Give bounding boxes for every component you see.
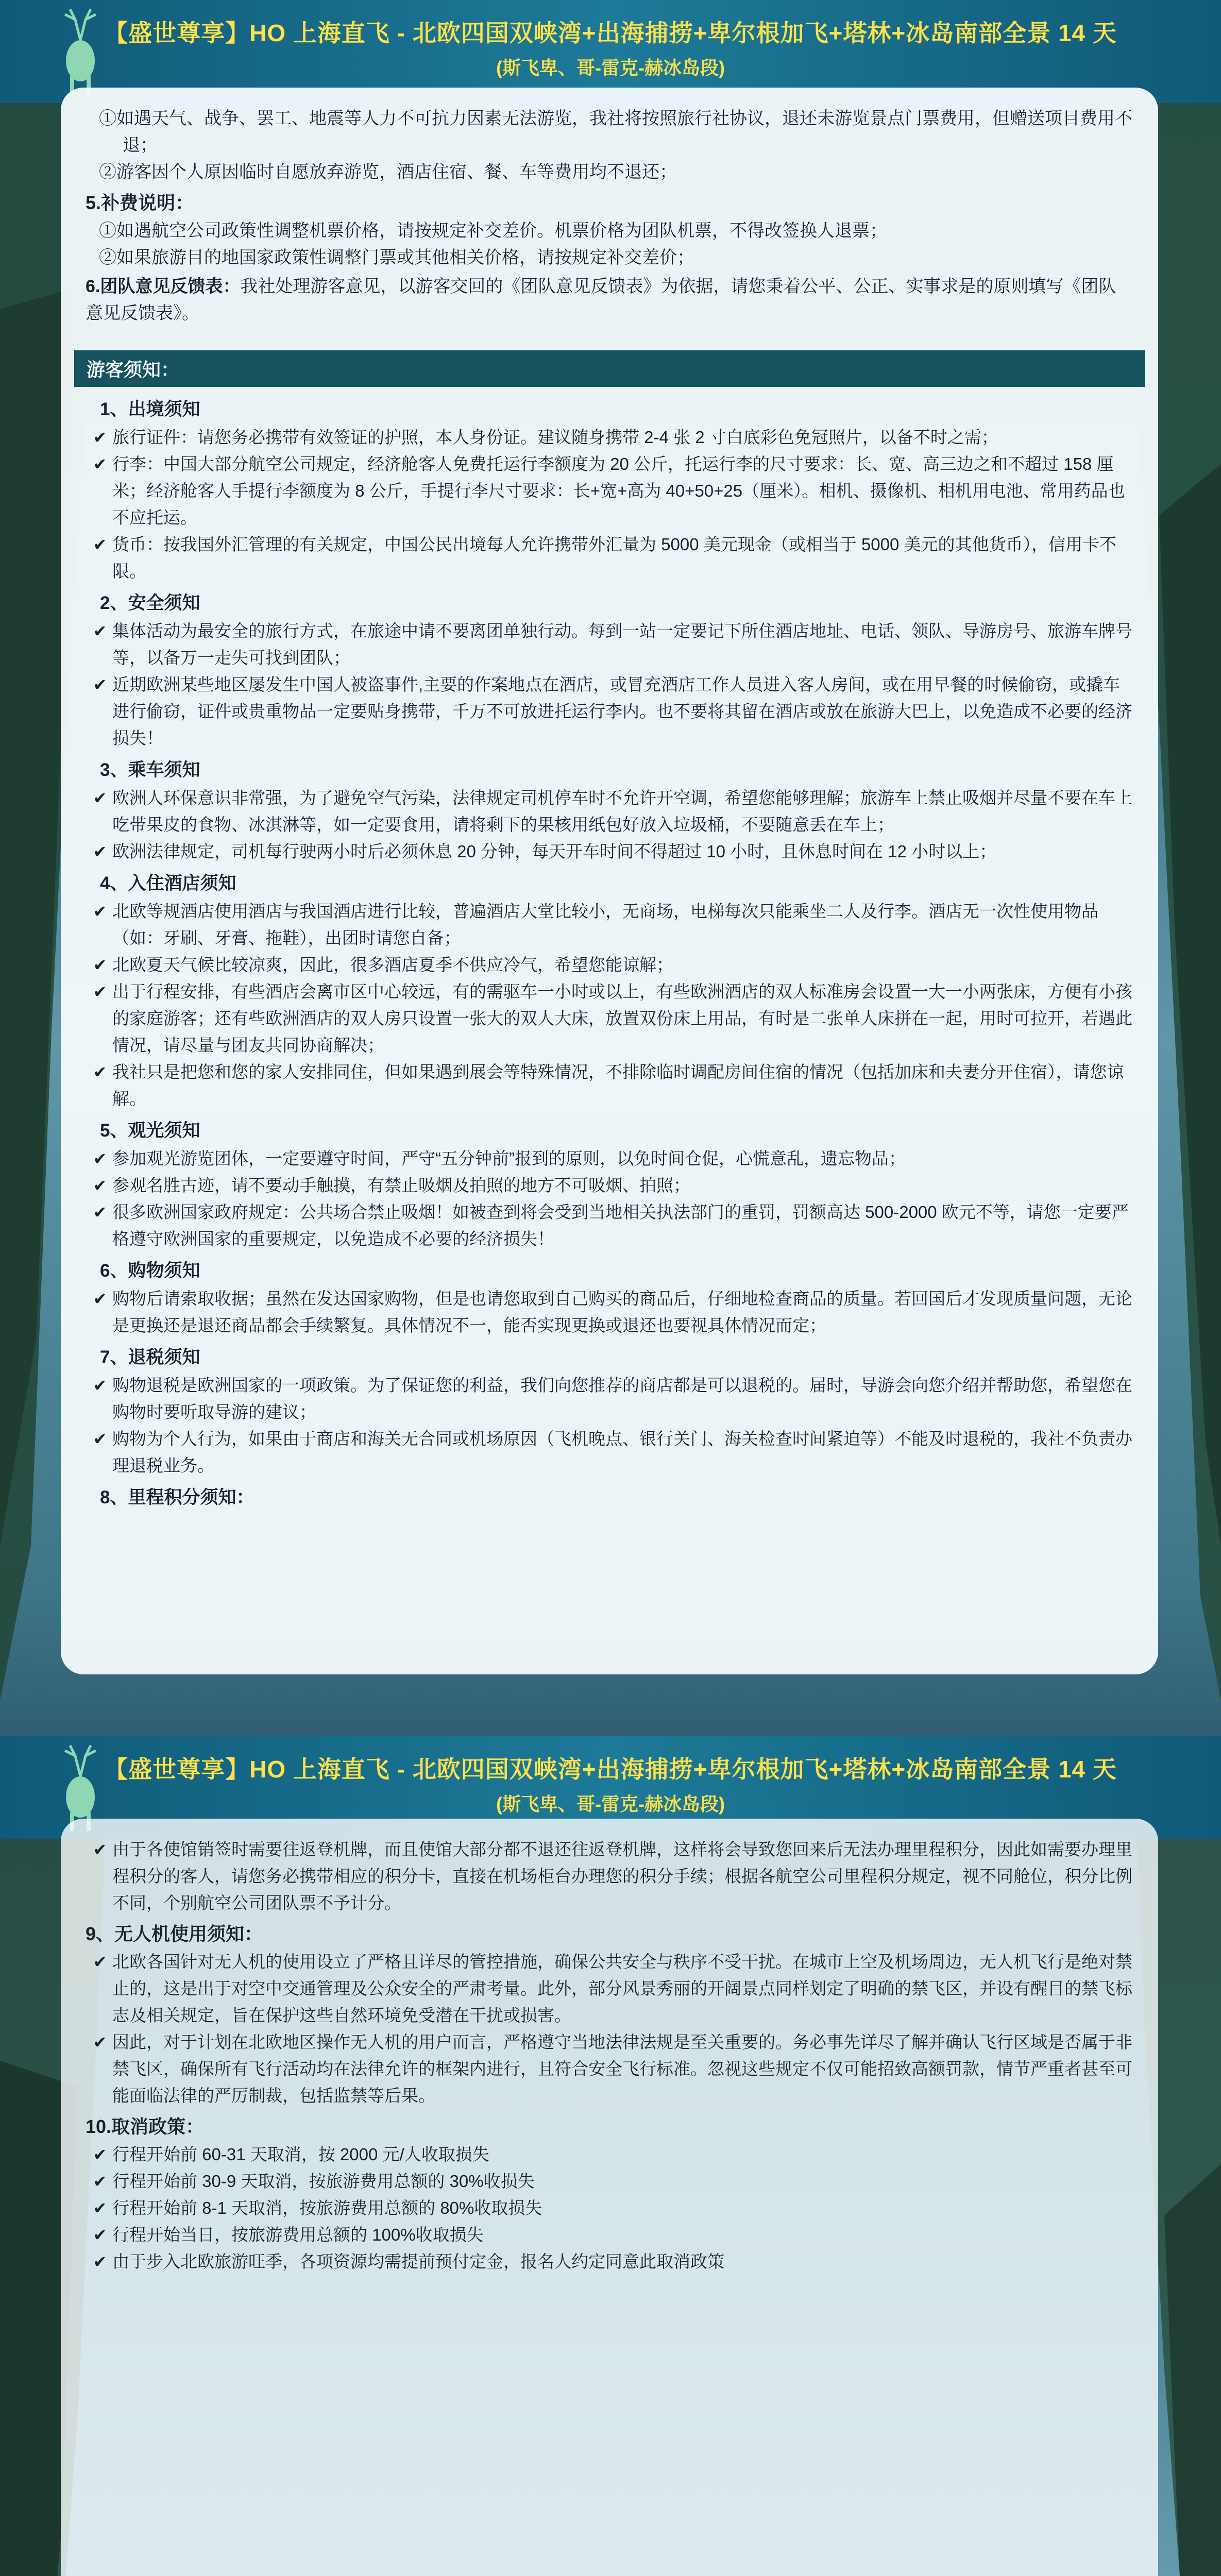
list-item bbox=[86, 618, 1133, 671]
list-item bbox=[86, 898, 1133, 952]
check-icon: ✔ bbox=[93, 1953, 107, 1971]
list-item bbox=[86, 1285, 1133, 1339]
check-icon: ✔ bbox=[93, 982, 107, 1001]
check-icon: ✔ bbox=[93, 1176, 107, 1195]
list-item-text: 集体活动为最安全的旅行方式，在旅途中请不要离团单独行动。每到一站一定要记下所住酒店地址、电话、领队、导游房号、旅游车牌号等，以备万一走失可找到团队； bbox=[112, 621, 1132, 667]
check-icon: ✔ bbox=[93, 1063, 107, 1081]
section-title: 6、购物须知 bbox=[100, 1261, 200, 1281]
check-icon: ✔ bbox=[93, 2199, 107, 2217]
text-line: ①如遇航空公司政策性调整机票价格，请按规定补交差价。机票价格为团队机票，不得改签换人退票； bbox=[99, 221, 887, 241]
list-item bbox=[86, 2168, 1133, 2195]
check-icon: ✔ bbox=[93, 675, 107, 694]
text-line: ②游客因个人原因临时自愿放弃游览，酒店住宿、餐、车等费用均不退还； bbox=[99, 162, 677, 182]
section-title: 7、退税须知 bbox=[100, 1347, 200, 1367]
feedback-text: 我社处理游客意见，以游客交回的《团队意见反馈表》为依据，请您秉着公平、公正、实事求是的原则填写《团队意见反馈表》。 bbox=[86, 277, 1116, 323]
check-icon: ✔ bbox=[93, 1290, 107, 1308]
check-icon: ✔ bbox=[93, 789, 107, 807]
list-item bbox=[86, 671, 1133, 752]
list-item bbox=[86, 978, 1133, 1059]
feedback-paragraph bbox=[86, 273, 1133, 327]
list-item-text: 货币：按我国外汇管理的有关规定，中国公民出境每人允许携带外汇量为 5000 美元现金（或相当于 5000 美元的其他货币），信用卡不限。 bbox=[112, 535, 1116, 581]
list-item-text: 行李：中国大部分航空公司规定，经济舱客人免费托运行李额度为 20 公斤，托运行李的尺寸要求：长、宽、高三边之和不超过 158 厘米；经济舱客人手提行李额度为 8 公斤，手提行李尺寸要求：长+宽+高为 40+50+25（厘米）。相机、摄像机、相机用电池、常用药品也不应托运。 bbox=[112, 454, 1125, 527]
check-icon: ✔ bbox=[93, 2172, 107, 2191]
list-item-text: 行程开始前 60-31 天取消，按 2000 元/人收取损失 bbox=[112, 2145, 489, 2164]
list-item-text: 我社只是把您和您的家人安排同住，但如果遇到展会等特殊情况，不排除临时调配房间住宿的情况（包括加床和夫妻分开住宿），请您谅解。 bbox=[112, 1062, 1124, 1108]
section-title: 3、乘车须知 bbox=[100, 760, 200, 780]
list-item-text: 行程开始前 30-9 天取消，按旅游费用总额的 30%收损失 bbox=[112, 2172, 535, 2191]
text-line: ①如遇天气、战争、罢工、地震等人力不可抗力因素无法游览，我社将按照旅行社协议，退还未游览景点门票费用，但赠送项目费用不退； bbox=[99, 109, 1132, 155]
list-item bbox=[86, 531, 1133, 585]
banner-subtitle: (斯飞卑、哥-雷克-赫冰岛段) bbox=[496, 57, 725, 78]
list-item bbox=[86, 424, 1133, 451]
list-item-text: 购物后请索取收据；虽然在发达国家购物，但是也请您取到自己购买的商品后，仔细地检查商品的质量。若回国后才发现质量问题，无论是更换还是退还商品都会手续繁复。具体情况不一，能否实现更换或退还也要视具体情况而定； bbox=[112, 1289, 1132, 1335]
list-item bbox=[86, 1836, 1133, 1917]
section-title: 9、无人机使用须知： bbox=[86, 1923, 263, 1944]
check-icon: ✔ bbox=[93, 1376, 107, 1395]
section-title: 1、出境须知 bbox=[100, 399, 200, 419]
check-icon: ✔ bbox=[93, 1840, 107, 1859]
list-item-text: 出于行程安排，有些酒店会离市区中心较远，有的需驱车一小时或以上，有些欧洲酒店的双人标准房会设置一大一小两张床，方便有小孩的家庭游客；还有些欧洲酒店的双人房只设置一张大的双人大床，放置双份床上用品，有时是二张单人床拼在一起，用时可拉开，若遇此情况，请尽量与团友共同协商解决； bbox=[112, 982, 1132, 1055]
check-icon: ✔ bbox=[93, 902, 107, 921]
list-item bbox=[86, 451, 1133, 531]
list-item bbox=[86, 952, 1133, 978]
list-item bbox=[86, 2222, 1133, 2248]
list-item-text: 北欧等规酒店使用酒店与我国酒店进行比较，普遍酒店大堂比较小，无商场，电梯每次只能乘坐二人及行李。酒店无一次性使用物品（如：牙刷、牙膏、拖鞋），出团时请您自备； bbox=[112, 902, 1098, 947]
check-icon: ✔ bbox=[93, 455, 107, 473]
list-item bbox=[86, 2141, 1133, 2168]
section-title: 10.取消政策： bbox=[86, 2116, 205, 2137]
check-icon: ✔ bbox=[93, 1430, 107, 1448]
list-item-text: 参观名胜古迹，请不要动手触摸，有禁止吸烟及拍照的地方不可吸烟、拍照； bbox=[112, 1176, 690, 1195]
list-item-text: 欧洲人环保意识非常强，为了避免空气污染，法律规定司机停车时不允许开空调，希望您能够理解；旅游车上禁止吸烟并尽量不要在车上吃带果皮的食物、冰淇淋等，如一定要食用，请将剩下的果核用纸包好放入垃圾桶，不要随意丢在车上； bbox=[112, 788, 1132, 834]
banner-title: 【盛世尊享】HO 上海直飞 - 北欧四国双峡湾+出海捕捞+卑尔根加飞+塔林+冰岛南部全景 14 天 bbox=[104, 20, 1117, 46]
list-item-text: 购物为个人行为，如果由于商店和海关无合同或机场原因（飞机晚点、银行关门、海关检查时间紧迫等）不能及时退税的，我社不负责办理退税业务。 bbox=[112, 1429, 1132, 1475]
list-item bbox=[86, 2248, 1133, 2275]
section-title: 8、里程积分须知： bbox=[100, 1487, 255, 1507]
list-item bbox=[86, 1145, 1133, 1172]
check-icon: ✔ bbox=[93, 428, 107, 447]
list-item-text: 参加观光游览团体，一定要遵守时间，严守“五分钟前”报到的原则，以免时间仓促，心慌意乱，遗忘物品； bbox=[112, 1149, 906, 1168]
feedback-label: 6.团队意见反馈表： bbox=[86, 277, 241, 296]
text-line: ②如果旅游目的地国家政策性调整门票或其他相关价格，请按规定补交差价； bbox=[99, 248, 694, 267]
check-icon: ✔ bbox=[93, 2145, 107, 2164]
page1-content-card bbox=[61, 88, 1158, 1674]
list-item bbox=[86, 838, 1133, 865]
list-item bbox=[86, 2195, 1133, 2222]
list-item bbox=[86, 1372, 1133, 1426]
page2-content-card bbox=[61, 1819, 1158, 2576]
check-icon: ✔ bbox=[93, 1149, 107, 1168]
check-icon: ✔ bbox=[93, 956, 107, 974]
list-item-text: 行程开始前 8-1 天取消，按旅游费用总额的 80%收取损失 bbox=[112, 2198, 542, 2217]
check-icon: ✔ bbox=[93, 2226, 107, 2244]
section-title: 2、安全须知 bbox=[100, 593, 200, 613]
list-item-text: 因此，对于计划在北欧地区操作无人机的用户而言，严格遵守当地法律法规是至关重要的。务必事先详尽了解并确认飞行区域是否属于非禁飞区，确保所有飞行活动均在法律允许的框架内进行，且符合安全飞行标准。忽视这些规定不仅可能招致高额罚款，情节严重者甚至可能面临法律的严厉制裁，包括监禁等后果。 bbox=[112, 2032, 1132, 2105]
list-item-text: 旅行证件：请您务必携带有效签证的护照，本人身份证。建议随身携带 2-4 张 2 寸白底彩色免冠照片，以备不时之需； bbox=[112, 428, 998, 447]
list-item bbox=[86, 2029, 1133, 2109]
section-title: 5、观光须知 bbox=[100, 1121, 200, 1141]
list-item-text: 很多欧洲国家政府规定：公共场合禁止吸烟！如被查到将会受到当地相关执法部门的重罚，罚额高达 500-2000 欧元不等，请您一定要严格遵守欧洲国家的重要规定，以免造成不必要的经济损失！ bbox=[112, 1202, 1129, 1248]
banner-title: 【盛世尊享】HO 上海直飞 - 北欧四国双峡湾+出海捕捞+卑尔根加飞+塔林+冰岛南部全景 14 天 bbox=[104, 1756, 1117, 1783]
list-item-text: 行程开始当日，按旅游费用总额的 100%收取损失 bbox=[112, 2225, 484, 2244]
list-item bbox=[86, 1172, 1133, 1199]
check-icon: ✔ bbox=[93, 2252, 107, 2271]
banner-subtitle: (斯飞卑、哥-雷克-赫冰岛段) bbox=[496, 1793, 725, 1815]
list-item bbox=[86, 1059, 1133, 1112]
check-icon: ✔ bbox=[93, 622, 107, 640]
list-item bbox=[86, 1199, 1133, 1252]
list-item-text: 欧洲法律规定，司机每行驶两小时后必须休息 20 分钟，每天开车时间不得超过 10 小时，且休息时间在 12 小时以上； bbox=[112, 842, 997, 861]
supplement-heading: 5.补费说明： bbox=[86, 192, 194, 213]
check-icon: ✔ bbox=[93, 842, 107, 861]
check-icon: ✔ bbox=[93, 2033, 107, 2052]
list-item-text: 近期欧洲某些地区屡发生中国人被盗事件,主要的作案地点在酒店，或冒充酒店工作人员进入客人房间，或在用早餐的时候偷窃，或撬车进行偷窃，证件或贵重物品一定要贴身携带，千万不可放进托运行李内。也不要将其留在酒店或放在旅游大巴上，以免造成不必要的经济损失！ bbox=[112, 675, 1132, 748]
list-item bbox=[86, 785, 1133, 838]
section-title: 4、入住酒店须知 bbox=[100, 873, 236, 893]
list-item bbox=[86, 1426, 1133, 1479]
check-icon: ✔ bbox=[93, 1203, 107, 1222]
list-item-text: 购物退税是欧洲国家的一项政策。为了保证您的利益，我们向您推荐的商店都是可以退税的。届时，导游会向您介绍并帮助您，希望您在购物时要听取导游的建议； bbox=[112, 1376, 1132, 1421]
list-item-text: 北欧各国针对无人机的使用设立了严格且详尽的管控措施，确保公共安全与秩序不受干扰。在城市上空及机场周边，无人机飞行是绝对禁止的，这是出于对空中交通管理及公众安全的严肃考量。此外，部分风景秀丽的开阔景点同样划定了明确的禁飞区，并设有醒目的禁飞标志及相关规定，旨在保护这些自然环境免受潜在干扰或损害。 bbox=[112, 1952, 1132, 2025]
list-item-text: 由于各使馆销签时需要往返登机牌，而且使馆大部分都不退还往返登机牌，这样将会导致您回来后无法办理里程积分，因此如需要办理里程积分的客人，请您务必携带相应的积分卡，直接在机场柜台办理您的积分手续；根据各航空公司里程积分规定，视不同舱位，积分比例不同，个别航空公司团队票不予计分。 bbox=[112, 1840, 1132, 1912]
list-item-text: 北欧夏天气候比较凉爽，因此，很多酒店夏季不供应冷气，希望您能谅解； bbox=[112, 955, 673, 974]
notice-header-bar: 游客须知： bbox=[74, 350, 1145, 387]
check-icon: ✔ bbox=[93, 535, 107, 554]
list-item-text: 由于步入北欧旅游旺季，各项资源均需提前预付定金，报名人约定同意此取消政策 bbox=[112, 2252, 724, 2271]
list-item bbox=[86, 1948, 1133, 2029]
